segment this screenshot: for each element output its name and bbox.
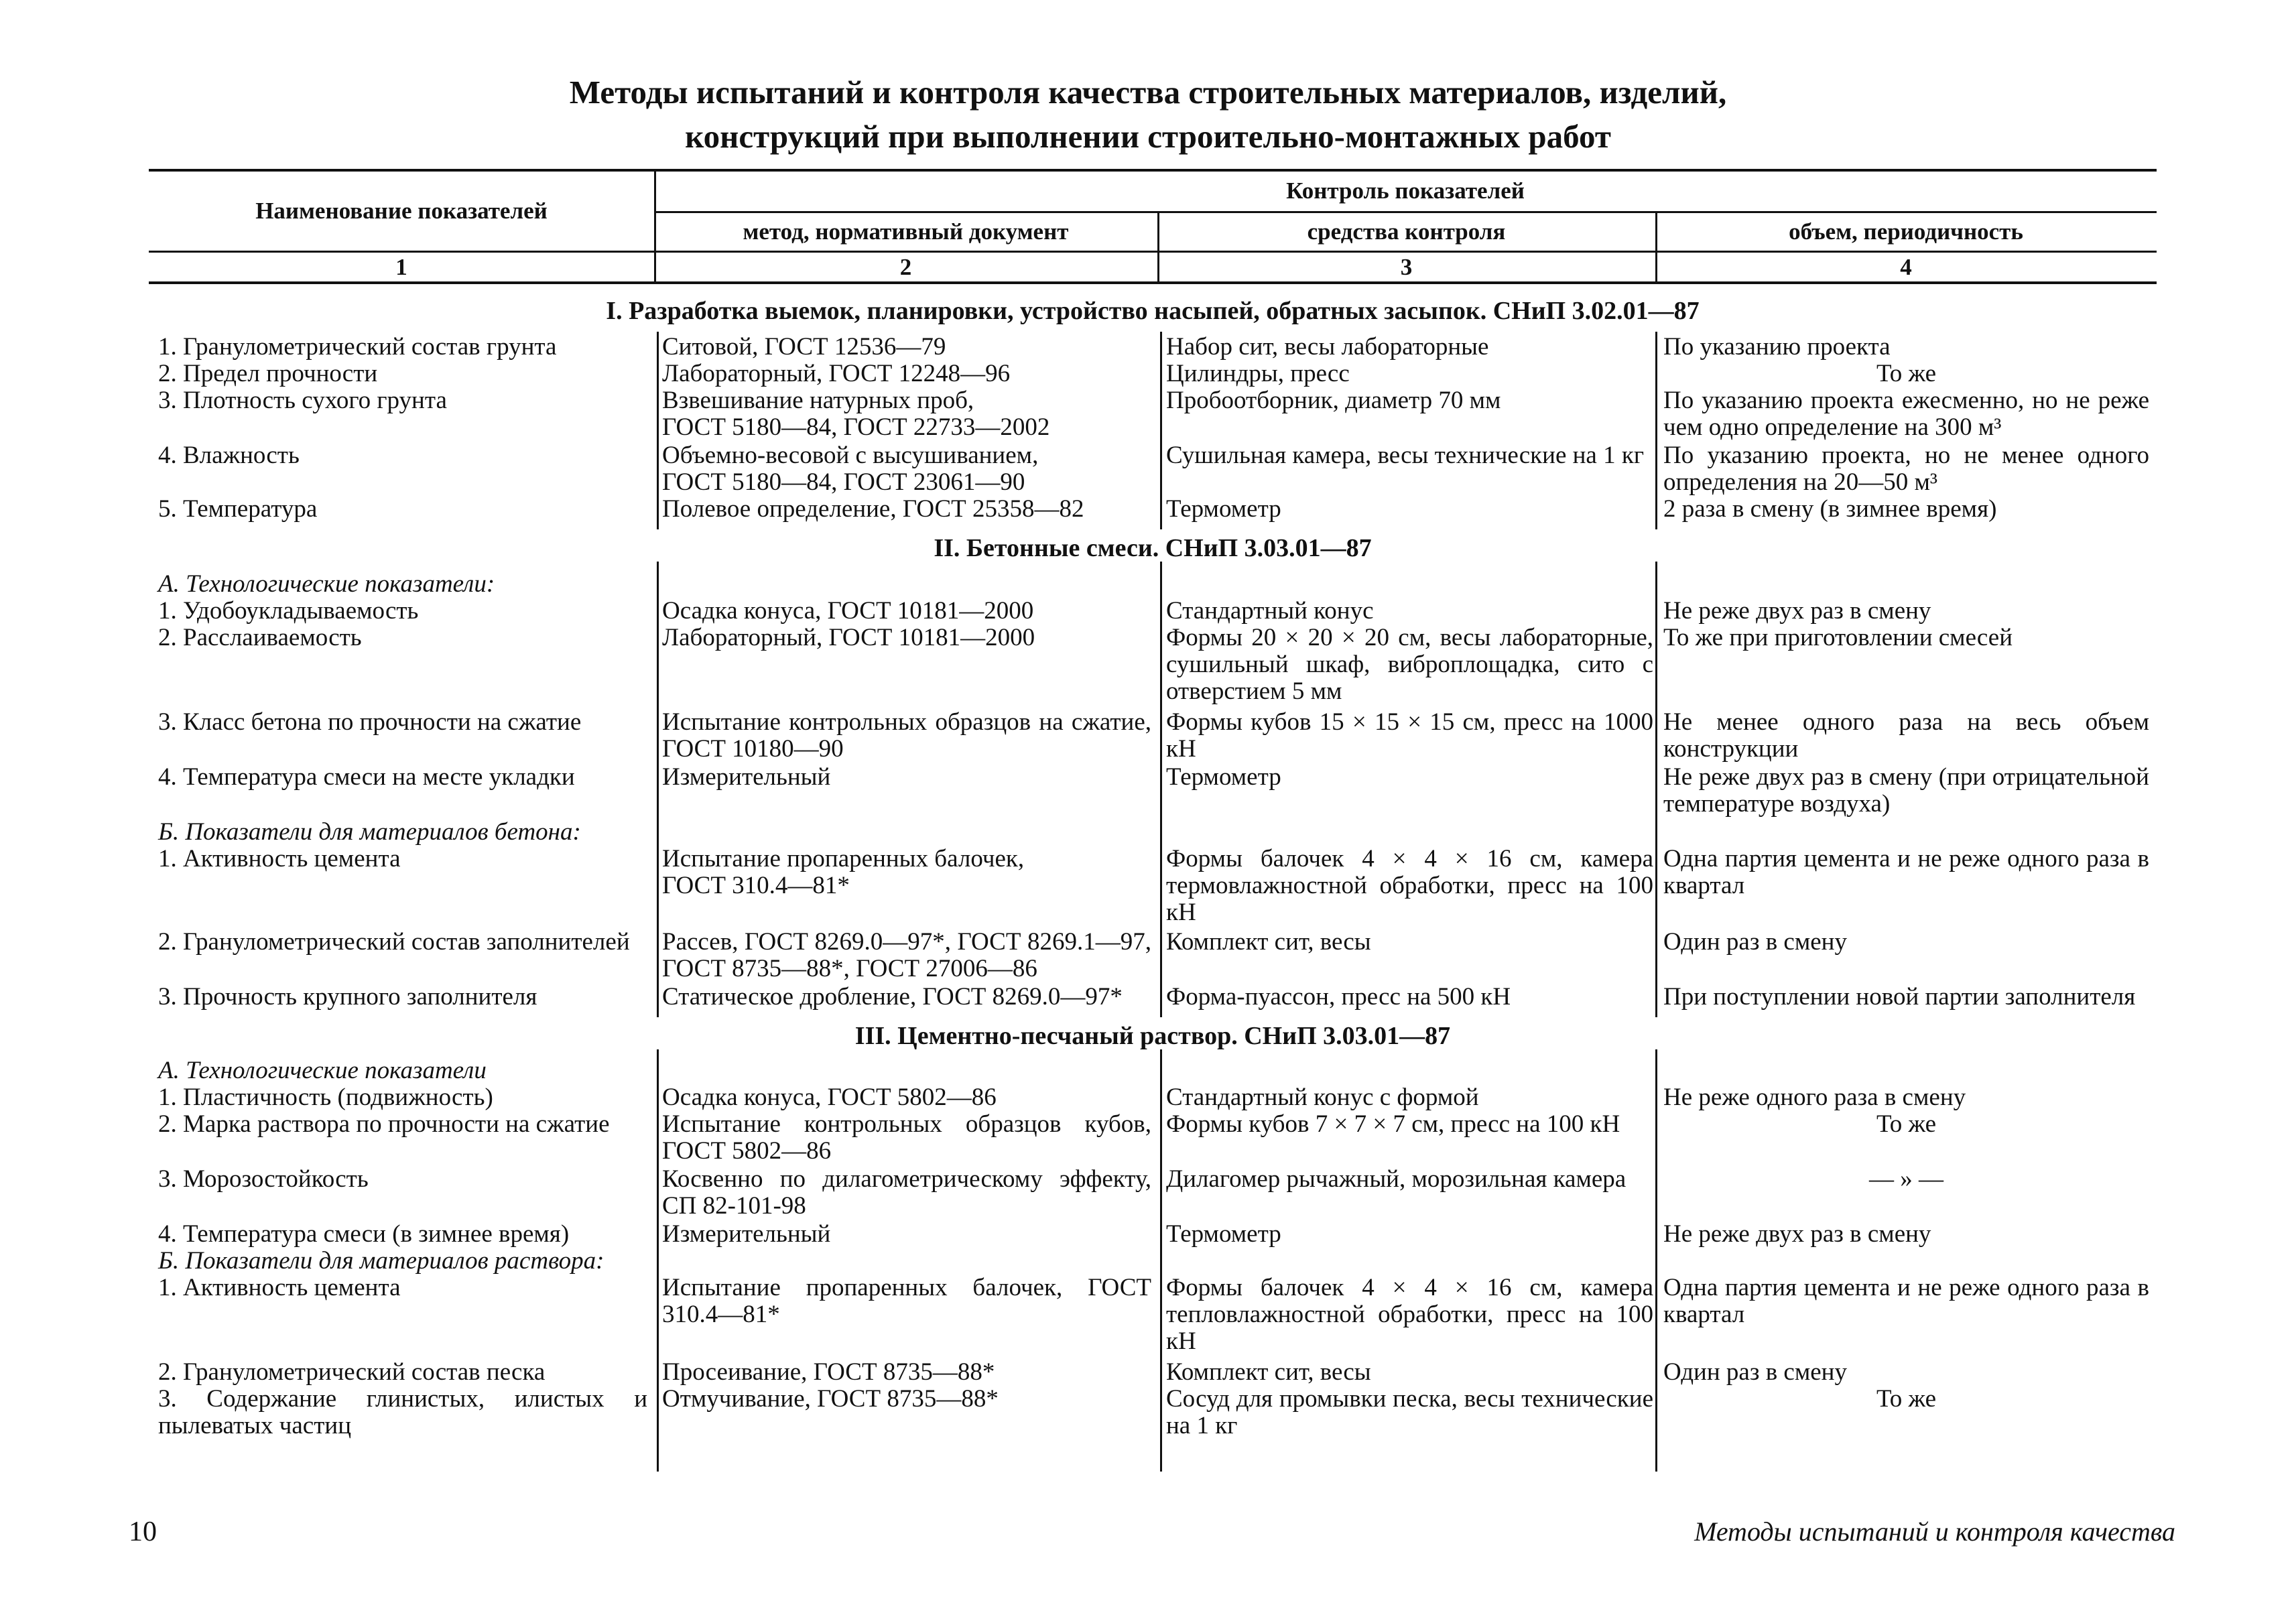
row-volume: Не реже двух раз в смену (при отрицательной температуре воздуха) bbox=[1663, 763, 2149, 818]
row-volume: По указанию проекта, но не менее одного определения на 20—50 м³ bbox=[1663, 442, 2149, 496]
row-means: Термометр bbox=[1166, 1220, 1281, 1248]
row-method: Испытание контрольных образцов на сжатие, ГОСТ 10180—90 bbox=[662, 708, 1151, 763]
body-divider-1b bbox=[657, 562, 659, 1017]
row-means: Стандартный конус с формой bbox=[1166, 1084, 1479, 1111]
row-means: Сосуд для промывки песка, весы технические на 1 кг bbox=[1166, 1385, 1653, 1439]
row-indicator: 3. Морозостойкость bbox=[158, 1165, 369, 1193]
header-number-1: 1 bbox=[395, 254, 407, 280]
page-number: 10 bbox=[129, 1516, 157, 1547]
header-rule bbox=[149, 251, 2157, 253]
row-indicator: 5. Температура bbox=[158, 495, 318, 523]
group-rule bbox=[654, 211, 2157, 213]
body-divider-3c bbox=[1655, 1049, 1657, 1472]
row-method: Косвенно по дилагометрическому эффекту, СП 82-101-98 bbox=[662, 1165, 1151, 1220]
row-volume: То же bbox=[1876, 360, 1937, 387]
row-means: Пробоотборник, диаметр 70 мм bbox=[1166, 387, 1501, 414]
header-number-2: 2 bbox=[899, 254, 912, 280]
row-volume: По указанию проекта ежесменно, но не реже чем одно определение на 300 м³ bbox=[1663, 387, 2149, 441]
row-method: Лабораторный, ГОСТ 12248—96 bbox=[662, 360, 1011, 387]
row-method: Измерительный bbox=[662, 1220, 831, 1248]
row-method: Осадка конуса, ГОСТ 10181—2000 bbox=[662, 597, 1034, 625]
row-method: Взвешивание натурных проб, ГОСТ 5180—84, ГОСТ 22733—2002 bbox=[662, 387, 1050, 441]
row-means: Термометр bbox=[1166, 495, 1281, 523]
row-volume: По указанию проекта bbox=[1663, 333, 1891, 361]
row-volume: Одна партия цемента и не реже одного раза в квартал bbox=[1663, 845, 2149, 899]
row-means: Форма-пуассон, пресс на 500 кН bbox=[1166, 983, 1511, 1011]
section-title-concrete: II. Бетонные смеси. СНиП 3.03.01—87 bbox=[934, 534, 1372, 562]
row-indicator: 2. Предел прочности bbox=[158, 360, 378, 387]
title-line-1: Методы испытаний и контроля качества строительных материалов, изделий, bbox=[569, 74, 1727, 111]
row-indicator: 2. Гранулометрический состав песка bbox=[158, 1358, 546, 1386]
row-method: Лабораторный, ГОСТ 10181—2000 bbox=[662, 624, 1035, 651]
row-method: Полевое определение, ГОСТ 25358—82 bbox=[662, 495, 1084, 523]
row-volume: Не менее одного раза на весь объем конструкции bbox=[1663, 708, 2149, 763]
row-means: Термометр bbox=[1166, 763, 1281, 791]
row-means: Формы кубов 15 × 15 × 15 см, пресс на 1000 кН bbox=[1166, 708, 1653, 763]
row-volume: При поступлении новой партии заполнителя bbox=[1663, 983, 2136, 1011]
row-means: Формы 20 × 20 × 20 см, весы лабораторные, сушильный шкаф, виброплощадка, сито с отверстием 5 мм bbox=[1166, 624, 1653, 705]
row-volume: То же при приготовлении смесей bbox=[1663, 624, 2013, 651]
row-means: Комплект сит, весы bbox=[1166, 1358, 1371, 1386]
body-divider-2b bbox=[1160, 562, 1162, 1017]
row-means: Цилиндры, пресс bbox=[1166, 360, 1350, 387]
row-means: Формы балочек 4 × 4 × 16 см, камера тепловлажностной обработки, пресс на 100 кН bbox=[1166, 1274, 1653, 1355]
row-means: Дилагомер рычажный, морозильная камера bbox=[1166, 1165, 1627, 1193]
body-divider-3b bbox=[1655, 562, 1657, 1017]
row-method: Просеивание, ГОСТ 8735—88* bbox=[662, 1358, 995, 1386]
row-volume: Одна партия цемента и не реже одного раза в квартал bbox=[1663, 1274, 2149, 1328]
row-volume: Не реже одного раза в смену bbox=[1663, 1084, 1966, 1111]
row-indicator: 4. Температура смеси на месте укладки bbox=[158, 763, 575, 791]
row-means: Формы кубов 7 × 7 × 7 см, пресс на 100 кН bbox=[1166, 1110, 1620, 1138]
row-volume: Не реже двух раз в смену bbox=[1663, 1220, 1931, 1248]
header-number-4: 4 bbox=[1900, 254, 1912, 280]
row-indicator: 2. Гранулометрический состав заполнителей bbox=[158, 928, 630, 956]
row-means: Стандартный конус bbox=[1166, 597, 1374, 625]
section-title-mortar: III. Цементно-песчаный раствор. СНиП 3.03.01—87 bbox=[854, 1022, 1451, 1050]
subsection-technological: А. Технологические показатели bbox=[158, 1057, 487, 1084]
row-method: Рассев, ГОСТ 8269.0—97*, ГОСТ 8269.1—97, ГОСТ 8735—88*, ГОСТ 27006—86 bbox=[662, 928, 1151, 982]
row-method: Отмучивание, ГОСТ 8735—88* bbox=[662, 1385, 999, 1413]
row-indicator: 1. Гранулометрический состав грунта bbox=[158, 333, 557, 361]
subsection-mortar-materials: Б. Показатели для материалов раствора: bbox=[158, 1247, 604, 1275]
row-method: Испытание пропаренных балочек, ГОСТ 310.4—81* bbox=[662, 845, 1025, 899]
row-means: Сушильная камера, весы технические на 1 кг bbox=[1166, 442, 1645, 469]
row-method: Испытание контрольных образцов кубов, ГОСТ 5802—86 bbox=[662, 1110, 1151, 1165]
header-method: метод, нормативный документ bbox=[743, 218, 1069, 245]
row-indicator: 3. Класс бетона по прочности на сжатие bbox=[158, 708, 582, 736]
row-means: Набор сит, весы лабораторные bbox=[1166, 333, 1489, 361]
row-volume: 2 раза в смену (в зимнее время) bbox=[1663, 495, 1997, 523]
subsection-technological: А. Технологические показатели: bbox=[158, 570, 495, 598]
row-indicator: 1. Пластичность (подвижность) bbox=[158, 1084, 493, 1111]
row-indicator: 3. Содержание глинистых, илистых и пылеватых частиц bbox=[158, 1385, 647, 1439]
row-method: Испытание пропаренных балочек, ГОСТ 310.4—81* bbox=[662, 1274, 1151, 1328]
body-divider-1c bbox=[657, 1049, 659, 1472]
row-indicator: 4. Температура смеси (в зимнее время) bbox=[158, 1220, 570, 1248]
body-divider-2c bbox=[1160, 1049, 1162, 1472]
row-volume: Один раз в смену bbox=[1663, 928, 1847, 956]
header-control-group: Контроль показателей bbox=[1286, 178, 1525, 204]
row-volume: Не реже двух раз в смену bbox=[1663, 597, 1931, 625]
title-line-2: конструкций при выполнении строительно-монтажных работ bbox=[685, 118, 1611, 155]
row-method: Статическое дробление, ГОСТ 8269.0—97* bbox=[662, 983, 1123, 1011]
row-indicator: 1. Удобоукладываемость bbox=[158, 597, 419, 625]
row-indicator: 3. Прочность крупного заполнителя bbox=[158, 983, 537, 1011]
row-volume: То же bbox=[1876, 1110, 1937, 1138]
row-method: Ситовой, ГОСТ 12536—79 bbox=[662, 333, 946, 361]
row-indicator: 4. Влажность bbox=[158, 442, 300, 469]
row-indicator: 1. Активность цемента bbox=[158, 1274, 401, 1301]
row-volume: Один раз в смену bbox=[1663, 1358, 1847, 1386]
row-indicator: 2. Марка раствора по прочности на сжатие bbox=[158, 1110, 610, 1138]
running-title: Методы испытаний и контроля качества bbox=[1694, 1516, 2175, 1547]
header-number-3: 3 bbox=[1400, 254, 1413, 280]
body-divider-2a bbox=[1160, 332, 1162, 529]
row-indicator: 2. Расслаиваемость bbox=[158, 624, 362, 651]
row-volume: — » — bbox=[1869, 1165, 1943, 1193]
section-title-earthworks: I. Разработка выемок, планировки, устройство насыпей, обратных засыпок. СНиП 3.02.01—87 bbox=[606, 297, 1700, 325]
page-title bbox=[0, 70, 2296, 159]
body-divider-3a bbox=[1655, 332, 1657, 529]
header-volume: объем, периодичность bbox=[1789, 218, 2023, 245]
row-method: Осадка конуса, ГОСТ 5802—86 bbox=[662, 1084, 997, 1111]
row-volume: То же bbox=[1876, 1385, 1937, 1413]
row-method: Объемно-весовой с высушиванием, ГОСТ 5180—84, ГОСТ 23061—90 bbox=[662, 442, 1039, 496]
table-top-rule bbox=[149, 169, 2157, 172]
row-indicator: 1. Активность цемента bbox=[158, 845, 401, 872]
row-means: Комплект сит, весы bbox=[1166, 928, 1371, 956]
row-indicator: 3. Плотность сухого грунта bbox=[158, 387, 447, 414]
subsection-concrete-materials: Б. Показатели для материалов бетона: bbox=[158, 818, 581, 846]
header-indicator-name: Наименование показателей bbox=[255, 198, 548, 224]
header-means: средства контроля bbox=[1307, 218, 1506, 245]
number-row-rule bbox=[149, 281, 2157, 284]
row-method: Измерительный bbox=[662, 763, 831, 791]
row-means: Формы балочек 4 × 4 × 16 см, камера термовлажностной обработки, пресс на 100 кН bbox=[1166, 845, 1653, 926]
body-divider-1a bbox=[657, 332, 659, 529]
